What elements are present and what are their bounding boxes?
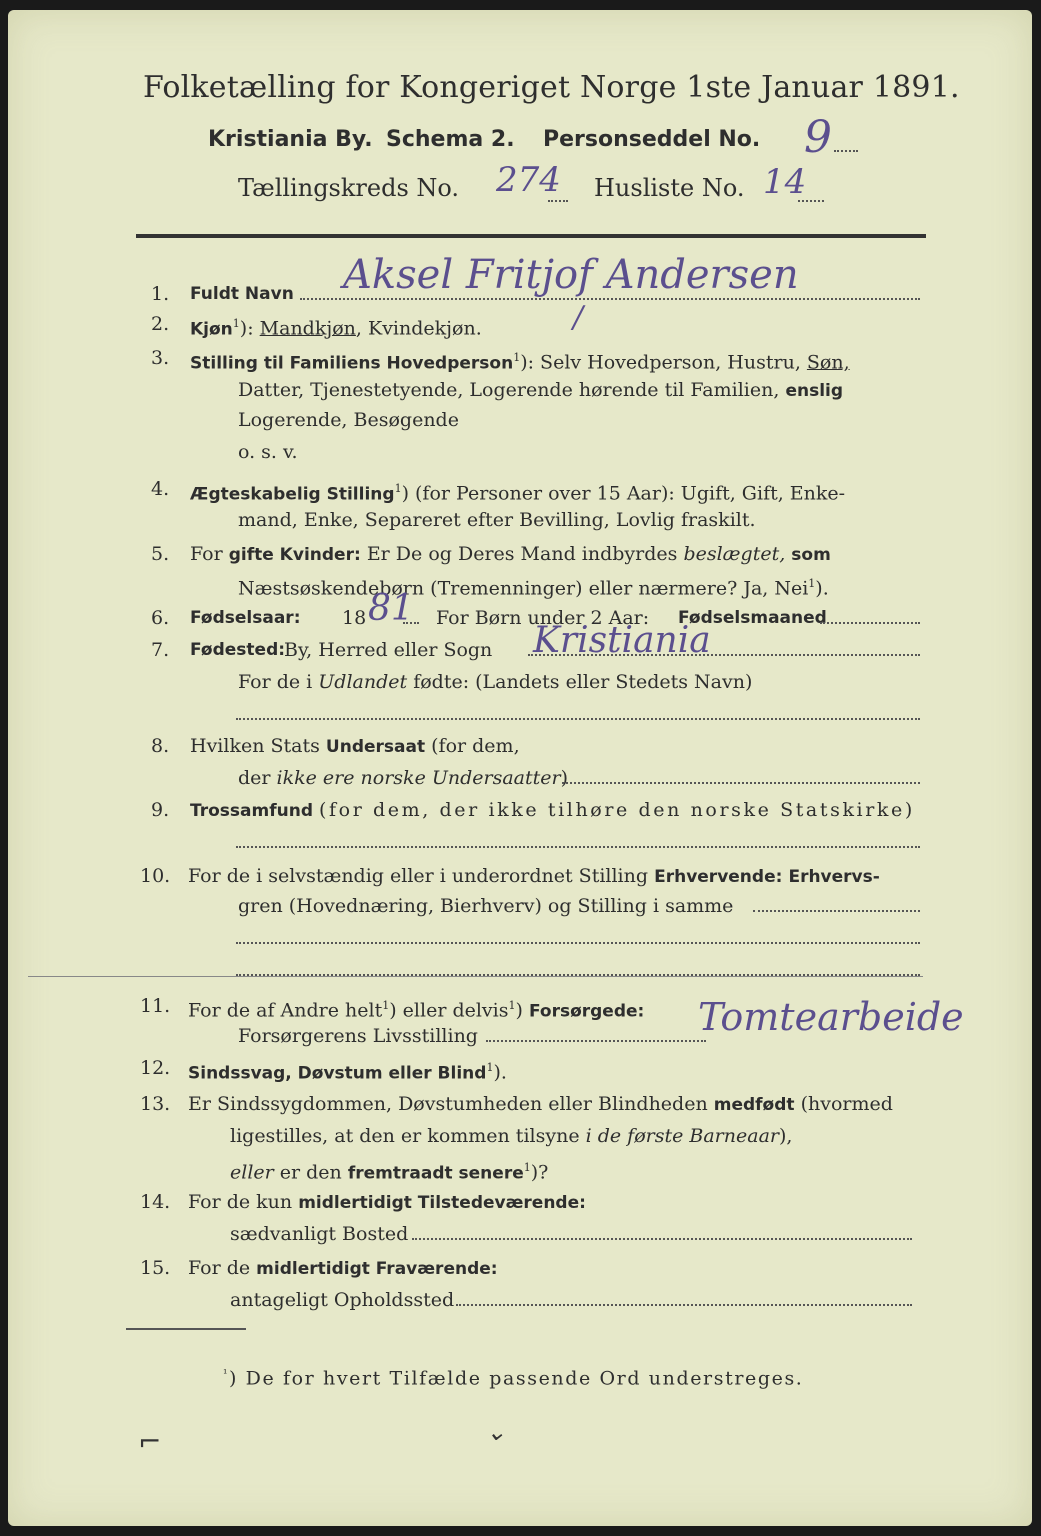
sex-check-mark: / [573, 300, 584, 335]
item-number: 8. [151, 735, 170, 757]
provider-dots [486, 1040, 706, 1042]
married-women-line: For gifte Kvinder: Er De og Deres Mand indbyrdes beslægtet, som [190, 543, 831, 565]
occupation-dots-1 [753, 910, 920, 912]
occupation-line: For de i selvstændig eller i underordnet Stilling Erhvervende: Erhvervs- [188, 865, 880, 887]
congenital-line: Er Sindssygdommen, Døvstumheden eller Blindheden medfødt (hvormed [188, 1093, 893, 1115]
citizenship-dots [562, 782, 920, 784]
item-number: 15. [140, 1257, 171, 1279]
religion-line: Trossamfund (for dem, der ikke tilhøre den norske Statskirke) [190, 799, 915, 821]
item-number: 6. [151, 607, 170, 629]
item-number: 2. [151, 313, 170, 335]
item-number: 3. [151, 347, 170, 369]
header-rule [136, 234, 926, 238]
supported-line: For de af Andre helt$^1$) eller delvis$^1$) Forsørgede: [188, 999, 645, 1022]
birth-year-label: Fødselsaar: [190, 608, 301, 628]
stray-mark: ⌄ [486, 1418, 507, 1446]
full-name-value: Aksel Fritjof Andersen [343, 252, 799, 298]
married-women-line2: Næstsøskendebørn (Tremenninger) eller nærmere? Ja, Nei$^1$). [238, 577, 829, 600]
full-name-label: Fuldt Navn [190, 284, 294, 304]
sex-line: Kjøn$^1$): Mandkjøn, Kvindekjøn. [190, 317, 482, 340]
footnote: $^{^1}$) De for hvert Tilfælde passende Ord understreges. [223, 1367, 804, 1390]
item-number: 12. [140, 1057, 171, 1079]
personseddel-number: 9 [804, 112, 832, 163]
occupation-line2: gren (Hovednæring, Bierhverv) og Stilling i samme [238, 895, 734, 917]
congenital-line2: ligestilles, at den er kommen tilsyne i de første Barneaar), [230, 1125, 793, 1147]
birthplace-label: Fødested: [190, 640, 286, 660]
birthplace-value: Kristiania [533, 620, 711, 661]
birth-month-label: Fødselsmaaned [678, 608, 827, 628]
sex-label: Kjøn [190, 319, 233, 340]
provider-label: Forsørgerens Livsstilling [238, 1025, 478, 1047]
citizenship-line: Hvilken Stats Undersaat (for dem, [190, 735, 520, 757]
item-number: 4. [151, 478, 170, 500]
marital-line: Ægteskabelig Stilling$^1$) (for Personer over 15 Aar): Ugift, Gift, Enke- [190, 482, 846, 505]
temporary-absent-line: For de midlertidigt Fraværende: [188, 1257, 498, 1279]
personseddel-label: Personseddel No. [543, 127, 761, 152]
son-option: Søn, [806, 351, 850, 374]
foreign-born-line: For de i Udlandet fødte: (Landets eller Stedets Navn) [238, 671, 753, 693]
item-number: 10. [140, 865, 171, 887]
item-number: 11. [140, 995, 171, 1017]
probable-stay-dots [456, 1304, 912, 1306]
sex-male-option: Mandkjøn [259, 317, 356, 340]
kreds-label: Tællingskreds No. [238, 174, 460, 202]
item-number: 1. [151, 283, 170, 305]
kreds-number: 274 [496, 160, 561, 200]
birth-year-dots [403, 622, 419, 624]
sex-female-option: , Kvindekjøn. [355, 317, 482, 340]
kreds-dots [548, 200, 568, 202]
schema-label: Schema 2. [386, 127, 515, 152]
item-number: 7. [151, 639, 170, 661]
stray-mark: ⌐ [138, 1425, 162, 1458]
disability-line: Sindssvag, Døvstum eller Blind$^1$). [188, 1061, 507, 1084]
item-number: 9. [151, 799, 170, 821]
footnote-rule [126, 1328, 246, 1330]
provider-value: Tomtearbeide [698, 995, 964, 1039]
usual-residence-dots [412, 1238, 912, 1240]
husliste-number: 14 [763, 162, 807, 202]
item-number: 5. [151, 543, 170, 565]
congenital-line3: eller er den fremtraadt senere$^1$)? [230, 1161, 549, 1184]
family-position-line3: Logerende, Besøgende [238, 409, 459, 431]
section-rule [28, 976, 923, 977]
temporary-present-line: For de kun midlertidigt Tilstedeværende: [188, 1191, 586, 1213]
city-label: Kristiania By. [208, 127, 373, 152]
birthplace-desc: By, Herred eller Sogn [284, 639, 493, 661]
husliste-label: Husliste No. [594, 174, 745, 202]
personseddel-dots [834, 150, 858, 152]
birth-year-prefix: 18 [342, 607, 367, 629]
item-number: 14. [140, 1191, 171, 1213]
religion-dots [236, 846, 920, 848]
husliste-dots [798, 200, 824, 202]
usual-residence-label: sædvanligt Bosted [230, 1223, 409, 1245]
probable-stay-label: antageligt Opholdssted [230, 1289, 455, 1311]
family-position-line4: o. s. v. [238, 441, 298, 463]
census-form [8, 10, 1032, 1526]
item-number: 13. [140, 1093, 171, 1115]
occupation-dots-2 [236, 942, 920, 944]
infant-label: For Børn under 2 Aar: [436, 607, 650, 629]
family-position-line: Stilling til Familiens Hovedperson$^1$): Selv Hovedperson, Hustru, Søn, [190, 351, 850, 374]
form-title: Folketælling for Kongeriget Norge 1ste Januar 1891. [143, 70, 960, 105]
birth-month-dots [820, 622, 920, 624]
family-position-line2: Datter, Tjenestetyende, Logerende hørende til Familien, enslig [238, 379, 844, 401]
full-name-dots [300, 298, 920, 300]
citizenship-line2: der ikke ere norske Undersaatter) [238, 767, 569, 789]
foreign-born-dots [236, 718, 920, 720]
marital-line2: mand, Enke, Separeret efter Bevilling, Lovlig fraskilt. [238, 509, 756, 531]
birth-year-value: 81 [368, 588, 414, 629]
